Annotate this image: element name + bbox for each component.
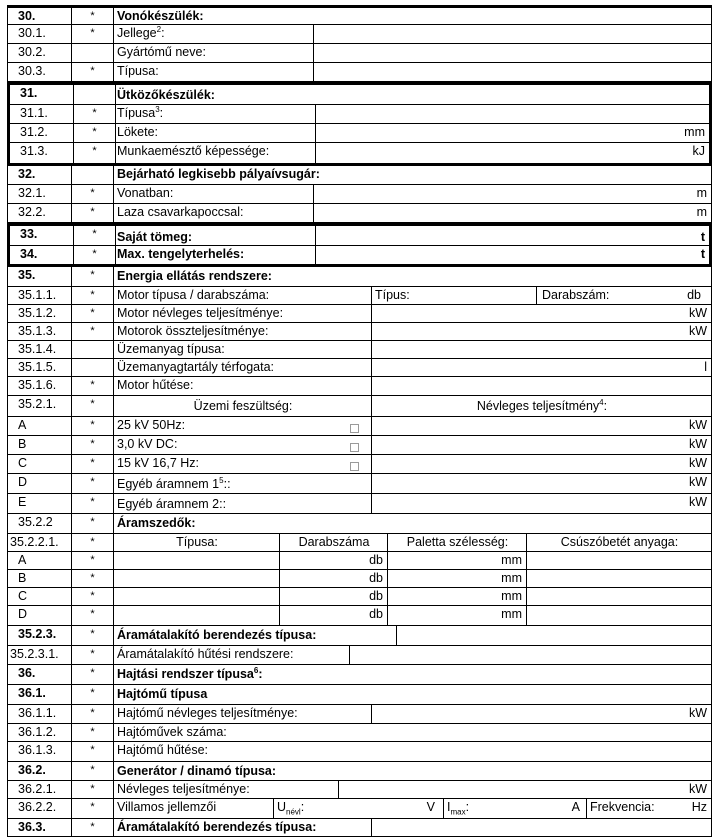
field-label: Lökete:	[114, 124, 316, 142]
required-mark: *	[72, 267, 114, 286]
required-mark: *	[72, 626, 114, 645]
row-35-1-2	[7, 305, 712, 323]
collector-count-field[interactable]: db	[280, 552, 388, 569]
value-field[interactable]	[350, 646, 711, 664]
voltage-label: Egyéb áramnem 2::	[114, 494, 372, 513]
field-label: Jellege$^2$:	[114, 25, 314, 43]
row-31-3	[7, 143, 712, 166]
field-label: Munkaemésztő képessége:	[114, 143, 316, 163]
required-mark: *	[72, 185, 114, 203]
field-label: Áramátalakító berendezés típusa:	[114, 626, 397, 645]
collector-row-b	[7, 570, 712, 588]
section-title: Áramszedők:	[117, 516, 196, 530]
row-number: 36.1.1.	[8, 705, 72, 723]
required-mark: *	[74, 143, 116, 163]
row-35-header	[7, 267, 712, 287]
required-mark: *	[72, 436, 114, 454]
row-36-2-2	[7, 799, 712, 819]
row-30-1	[7, 25, 712, 44]
row-number: 35.2.1.	[8, 396, 72, 416]
required-mark	[74, 85, 116, 104]
value-field[interactable]	[316, 105, 709, 123]
value-field[interactable]: kW	[688, 306, 707, 320]
row-number: 31.1.	[10, 105, 74, 123]
voltage-row-e	[7, 494, 712, 514]
required-mark: *	[72, 514, 114, 533]
value-field[interactable]: m	[696, 186, 707, 200]
column-header-type: Típusa:	[114, 534, 280, 551]
voltage-row-c	[7, 455, 712, 474]
row-30-header	[7, 5, 712, 25]
section-title: Bejárható legkisebb pályaívsugár:	[117, 167, 320, 181]
collector-type-field[interactable]	[114, 552, 280, 569]
row-number: 33.	[10, 226, 74, 245]
voltage-row-b	[7, 436, 712, 455]
required-mark: *	[72, 323, 114, 340]
checkbox-icon[interactable]	[350, 443, 359, 452]
field-label: Üzemanyag típusa:	[114, 341, 372, 358]
required-mark: *	[72, 724, 114, 741]
current-field[interactable]: $I_{max}$: A	[444, 799, 587, 818]
required-mark: *	[72, 588, 114, 605]
voltage-label: 25 kV 50Hz:	[114, 417, 372, 435]
row-number: 35.1.3.	[8, 323, 72, 340]
value-field[interactable]: kW	[688, 782, 707, 796]
row-36-1-3	[7, 742, 712, 762]
power-field[interactable]: kW	[688, 437, 707, 451]
value-field[interactable]: l	[704, 360, 707, 374]
required-mark: *	[72, 494, 114, 513]
row-36-2	[7, 762, 712, 781]
row-number: 36.2.1.	[8, 781, 72, 798]
field-label: Villamos jellemzői	[114, 799, 274, 818]
row-32-1	[7, 185, 712, 204]
row-35-1-5	[7, 359, 712, 377]
field-label: Motor névleges teljesítménye:	[114, 305, 372, 322]
field-label: Saját tömeg:	[114, 226, 316, 245]
voltage-field[interactable]: $U_{névl}$: V	[274, 799, 444, 818]
field-label[interactable]: Hajtóművek száma:	[117, 725, 227, 739]
value-field[interactable]: t	[700, 247, 705, 261]
required-mark: *	[72, 552, 114, 569]
required-mark: *	[72, 417, 114, 435]
field-label: Motor hűtése:	[114, 377, 372, 395]
column-header-power: Névleges teljesítmény$^4$:	[476, 397, 608, 413]
row-36-1	[7, 685, 712, 705]
row-letter: D	[8, 606, 72, 625]
required-mark: *	[72, 287, 114, 304]
row-number: 32.2.	[8, 204, 72, 222]
required-mark: *	[74, 226, 116, 245]
row-30-2	[7, 44, 712, 63]
field-label: Áramátalakító berendezés típusa:	[114, 819, 372, 836]
value-field[interactable]: t	[700, 230, 705, 244]
collector-count-field[interactable]: db	[280, 588, 388, 605]
row-32-2	[7, 204, 712, 223]
collector-type-field[interactable]	[114, 606, 280, 625]
required-mark	[72, 44, 114, 62]
row-34	[7, 246, 712, 267]
required-mark: *	[72, 646, 114, 664]
value-field[interactable]: kJ	[692, 144, 705, 158]
required-mark: *	[72, 705, 114, 723]
collector-row-c	[7, 588, 712, 606]
row-letter: E	[8, 494, 72, 513]
required-mark: *	[72, 799, 114, 818]
row-36-1-1	[7, 705, 712, 724]
row-number: 35.1.5.	[8, 359, 72, 376]
required-mark: *	[72, 665, 114, 684]
required-mark: *	[72, 455, 114, 473]
row-number: 30.1.	[8, 25, 72, 43]
field-label[interactable]: Hajtómű hűtése:	[117, 743, 209, 757]
row-letter: D	[8, 474, 72, 493]
row-number: 36.	[8, 665, 72, 684]
row-number: 30.3.	[8, 63, 72, 81]
power-field[interactable]: kW	[688, 475, 707, 489]
collector-width-field[interactable]: mm	[388, 606, 527, 625]
row-35-1-6	[7, 377, 712, 396]
value-field[interactable]	[372, 819, 711, 836]
field-label: Típusa:	[114, 63, 314, 81]
row-35-1-3	[7, 323, 712, 341]
frequency-field[interactable]: Frekvencia: Hz	[590, 800, 707, 814]
row-number: 31.2.	[10, 124, 74, 142]
motor-type-field[interactable]: Típus:	[372, 287, 537, 304]
collector-material-field[interactable]	[527, 552, 711, 569]
row-33	[7, 223, 712, 246]
row-35-1-1	[7, 287, 712, 305]
row-letter: C	[8, 455, 72, 473]
value-field[interactable]: kW	[688, 324, 707, 338]
required-mark: *	[72, 685, 114, 704]
required-mark: *	[72, 377, 114, 395]
section-title[interactable]: Generátor / dinamó típusa:	[117, 764, 277, 778]
row-number: 30.	[8, 8, 72, 24]
row-number: 36.1.3.	[8, 742, 72, 761]
row-35-1-4	[7, 341, 712, 359]
field-label: Üzemanyagtartály térfogata:	[114, 359, 372, 376]
required-mark: *	[72, 204, 114, 222]
required-mark: *	[72, 819, 114, 836]
required-mark	[72, 341, 114, 358]
row-number: 32.1.	[8, 185, 72, 203]
field-label: Hajtómű névleges teljesítménye:	[114, 705, 372, 723]
value-field[interactable]	[314, 44, 711, 62]
required-mark: *	[72, 63, 114, 81]
section-title: Hajtómű típusa	[117, 687, 208, 701]
collector-width-field[interactable]: mm	[388, 588, 527, 605]
row-number: 36.2.2.	[8, 799, 72, 818]
field-label: Max. tengelyterhelés:	[114, 246, 316, 264]
required-mark: *	[72, 534, 114, 551]
field-label: Áramátalakító hűtési rendszere:	[114, 646, 350, 664]
row-35-2-2	[7, 514, 712, 534]
required-mark: *	[72, 606, 114, 625]
row-letter: C	[8, 588, 72, 605]
row-35-2-3-1	[7, 646, 712, 665]
required-mark: *	[72, 781, 114, 798]
value-field[interactable]: kW	[688, 706, 707, 720]
row-35-2-1	[7, 396, 712, 417]
collector-material-field[interactable]	[527, 606, 711, 625]
row-number: 35.2.2.1.	[8, 534, 72, 551]
required-mark: *	[72, 8, 114, 24]
row-number: 31.3.	[10, 143, 74, 163]
required-mark	[72, 166, 114, 184]
value-field[interactable]	[372, 377, 711, 395]
row-number: 31.	[10, 85, 74, 104]
row-36-2-1	[7, 781, 712, 799]
power-field[interactable]: kW	[688, 495, 707, 509]
row-number: 35.1.6.	[8, 377, 72, 395]
row-number: 34.	[10, 246, 74, 264]
power-field[interactable]: kW	[688, 418, 707, 432]
row-number: 35.1.2.	[8, 305, 72, 322]
checkbox-icon[interactable]	[350, 424, 359, 433]
column-header-width: Paletta szélesség:	[388, 534, 527, 551]
row-31-2	[7, 124, 712, 143]
row-35-2-2-1	[7, 534, 712, 552]
required-mark	[72, 359, 114, 376]
required-mark: *	[72, 396, 114, 416]
row-number: 35.1.4.	[8, 341, 72, 358]
row-number: 36.2.	[8, 762, 72, 780]
value-field[interactable]	[314, 63, 711, 81]
collector-count-field[interactable]: db	[280, 570, 388, 587]
row-number: 36.3.	[8, 819, 72, 836]
row-number: 35.2.3.	[8, 626, 72, 645]
field-label: Laza csavarkapoccsal:	[114, 204, 314, 222]
value-field[interactable]	[397, 626, 711, 645]
required-mark: *	[74, 124, 116, 142]
collector-row-a	[7, 552, 712, 570]
required-mark: *	[72, 742, 114, 761]
field-label: Névleges teljesítménye:	[114, 781, 339, 798]
row-number: 35.2.3.1.	[8, 646, 72, 664]
value-field[interactable]: mm	[684, 125, 705, 139]
field-label: Gyártómű neve:	[114, 44, 314, 62]
section-title: Vonókészülék:	[117, 9, 204, 23]
field-label: Típusa$^3$:	[114, 105, 316, 123]
voltage-label: 15 kV 16,7 Hz:	[114, 455, 372, 473]
section-title: Hajtási rendszer típusa$^6$:	[117, 665, 263, 681]
voltage-row-d	[7, 474, 712, 494]
collector-material-field[interactable]	[527, 588, 711, 605]
required-mark: *	[72, 762, 114, 780]
row-32-header	[7, 166, 712, 185]
value-field[interactable]: m	[696, 205, 707, 219]
row-number: 36.1.2.	[8, 724, 72, 741]
required-mark: *	[74, 105, 116, 123]
row-letter: A	[8, 417, 72, 435]
required-mark: *	[72, 25, 114, 43]
required-mark: *	[72, 570, 114, 587]
required-mark: *	[72, 305, 114, 322]
voltage-label: 3,0 kV DC:	[114, 436, 372, 454]
collector-width-field[interactable]: mm	[388, 552, 527, 569]
row-number: 35.2.2	[8, 514, 72, 533]
section-title: Ütközőkészülék:	[117, 88, 215, 102]
row-31-1	[7, 105, 712, 124]
row-number: 32.	[8, 166, 72, 184]
required-mark: *	[74, 246, 116, 264]
collector-type-field[interactable]	[114, 570, 280, 587]
row-letter: B	[8, 436, 72, 454]
column-header-material: Csúszóbetét anyaga:	[560, 535, 679, 549]
section-title: Energia ellátás rendszere:	[117, 269, 272, 283]
row-36-1-2	[7, 724, 712, 742]
row-36-header	[7, 665, 712, 685]
field-label: Motor típusa / darabszáma:	[114, 287, 372, 304]
row-number: 30.2.	[8, 44, 72, 62]
row-30-3	[7, 63, 712, 82]
collector-type-field[interactable]	[114, 588, 280, 605]
column-header-count: Darabszáma	[280, 534, 388, 551]
row-letter: A	[8, 552, 72, 569]
row-35-2-3	[7, 626, 712, 646]
field-label: Vonatban:	[114, 185, 314, 203]
collector-width-field[interactable]: mm	[388, 570, 527, 587]
motor-count-field[interactable]: Darabszám: db	[542, 288, 701, 302]
row-letter: B	[8, 570, 72, 587]
collector-material-field[interactable]	[527, 570, 711, 587]
required-mark: *	[72, 474, 114, 493]
value-field[interactable]	[314, 25, 711, 43]
row-number: 35.1.1.	[8, 287, 72, 304]
row-number: 35.	[8, 267, 72, 286]
field-label: Motorok összteljesítménye:	[114, 323, 372, 340]
voltage-label: Egyéb áramnem $1^5$::	[114, 474, 372, 493]
column-header-voltage: Üzemi feszültség:	[114, 396, 372, 416]
collector-count-field[interactable]: db	[280, 606, 388, 625]
row-number: 36.1.	[8, 685, 72, 704]
value-field[interactable]	[372, 341, 711, 358]
collector-row-d	[7, 606, 712, 626]
voltage-row-a	[7, 417, 712, 436]
row-36-3	[7, 819, 712, 837]
row-31-header	[7, 82, 712, 105]
power-field[interactable]: kW	[688, 456, 707, 470]
checkbox-icon[interactable]	[350, 462, 359, 471]
